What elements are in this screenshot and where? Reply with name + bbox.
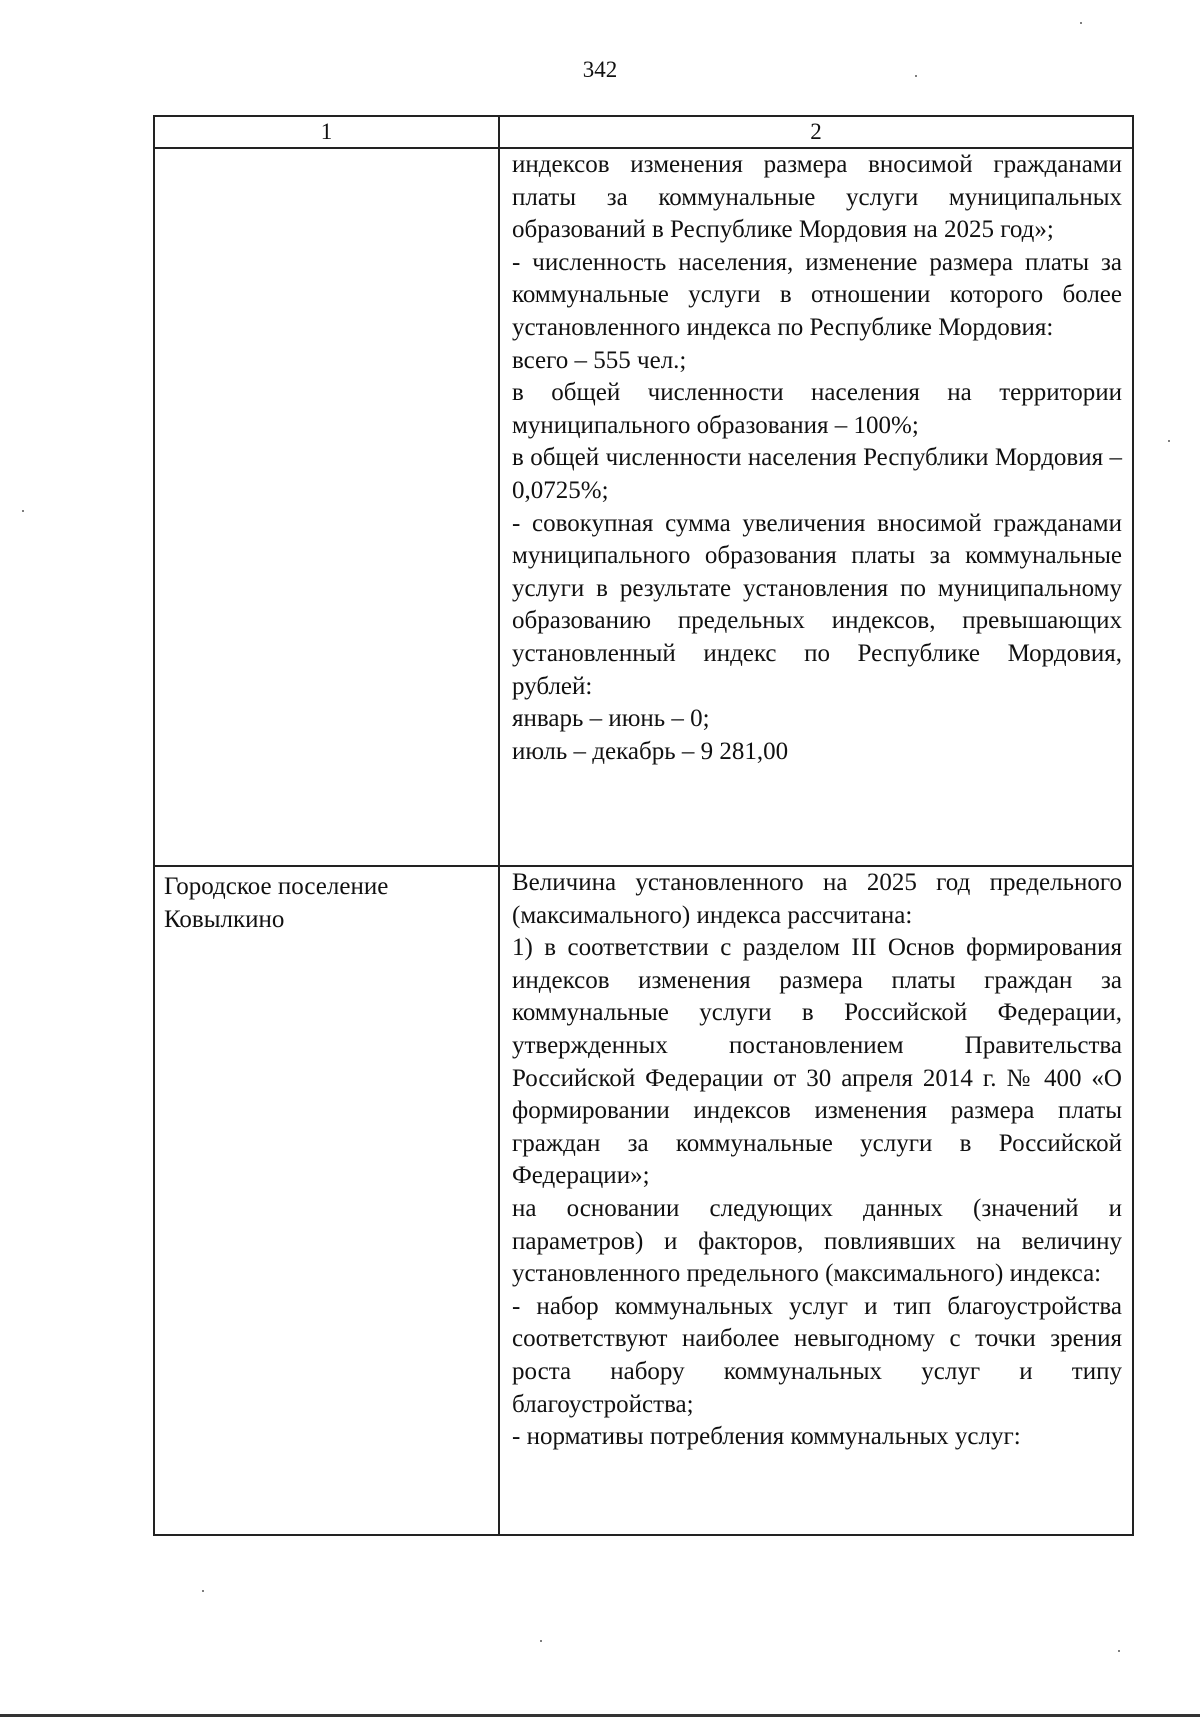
scan-speck	[540, 1640, 542, 1642]
paragraph: январь – июнь – 0;	[512, 705, 710, 733]
paragraph: июль – декабрь – 9 281,00	[512, 737, 789, 765]
document-table	[153, 115, 1134, 1536]
paragraph: на основании следующих данных (значений и параметров) и факторов, повлиявших на величину установленного предельного (максимального) индекса:	[512, 1194, 1122, 1288]
scan-speck	[1118, 1650, 1120, 1652]
scan-speck	[915, 75, 917, 77]
scan-speck	[22, 510, 24, 512]
table-row	[154, 866, 1133, 1535]
paragraph: индексов изменения размера вносимой гражданами платы за коммунальные услуги муниципальных образований в Республике Мордовия на 2025 год»;	[512, 151, 1122, 244]
paragraph: всего – 555 чел.;	[512, 346, 687, 374]
municipality-cell: Городское поселение Ковылкино	[154, 866, 499, 1535]
paragraph: - совокупная сумма увеличения вносимой гражданами муниципального образования платы за коммунальные услуги в результате установления по муниципальному образованию предельных индексов, превышающих установленный индекс по Республике Мордовия, рублей:	[512, 509, 1122, 700]
column-header-1: 1	[154, 116, 499, 148]
scan-speck	[1168, 440, 1170, 442]
paragraph: - нормативы потребления коммунальных услуг:	[512, 1423, 1021, 1451]
paragraph: в общей численности населения Республики Мордовия – 0,0725%;	[512, 444, 1122, 504]
column-header-2: 2	[499, 116, 1133, 148]
description-cell	[499, 148, 1133, 866]
scan-speck	[202, 1590, 204, 1592]
table-row	[154, 148, 1133, 866]
scan-speck	[1080, 22, 1082, 24]
paragraph: - численность населения, изменение размера платы за коммунальные услуги в отношении которого более установленного индекса по Республике Мордовия:	[512, 248, 1122, 341]
description-cell	[499, 866, 1133, 1535]
paragraph: - набор коммунальных услуг и тип благоустройства соответствуют наиболее невыгодному с точки зрения роста набору коммунальных услуг и типу благоустройства;	[512, 1292, 1122, 1418]
table-header-row	[154, 116, 1133, 148]
municipality-cell	[154, 148, 499, 866]
paragraph: в общей численности населения на территории муниципального образования – 100%;	[512, 379, 1122, 439]
paragraph: 1) в соответствии с разделом III Основ формирования индексов изменения размера платы граждан за коммунальные услуги в Российской Федерации, утвержденных постановлением Правительства Российской Федерации от 30 апреля 2014 г. № 400 «О формировании индексов изменения размера платы граждан за коммунальные услуги в Российской Федерации»;	[512, 934, 1122, 1190]
page-number: 342	[582, 57, 618, 82]
paragraph: Величина установленного на 2025 год предельного (максимального) индекса рассчитана:	[512, 869, 1122, 929]
